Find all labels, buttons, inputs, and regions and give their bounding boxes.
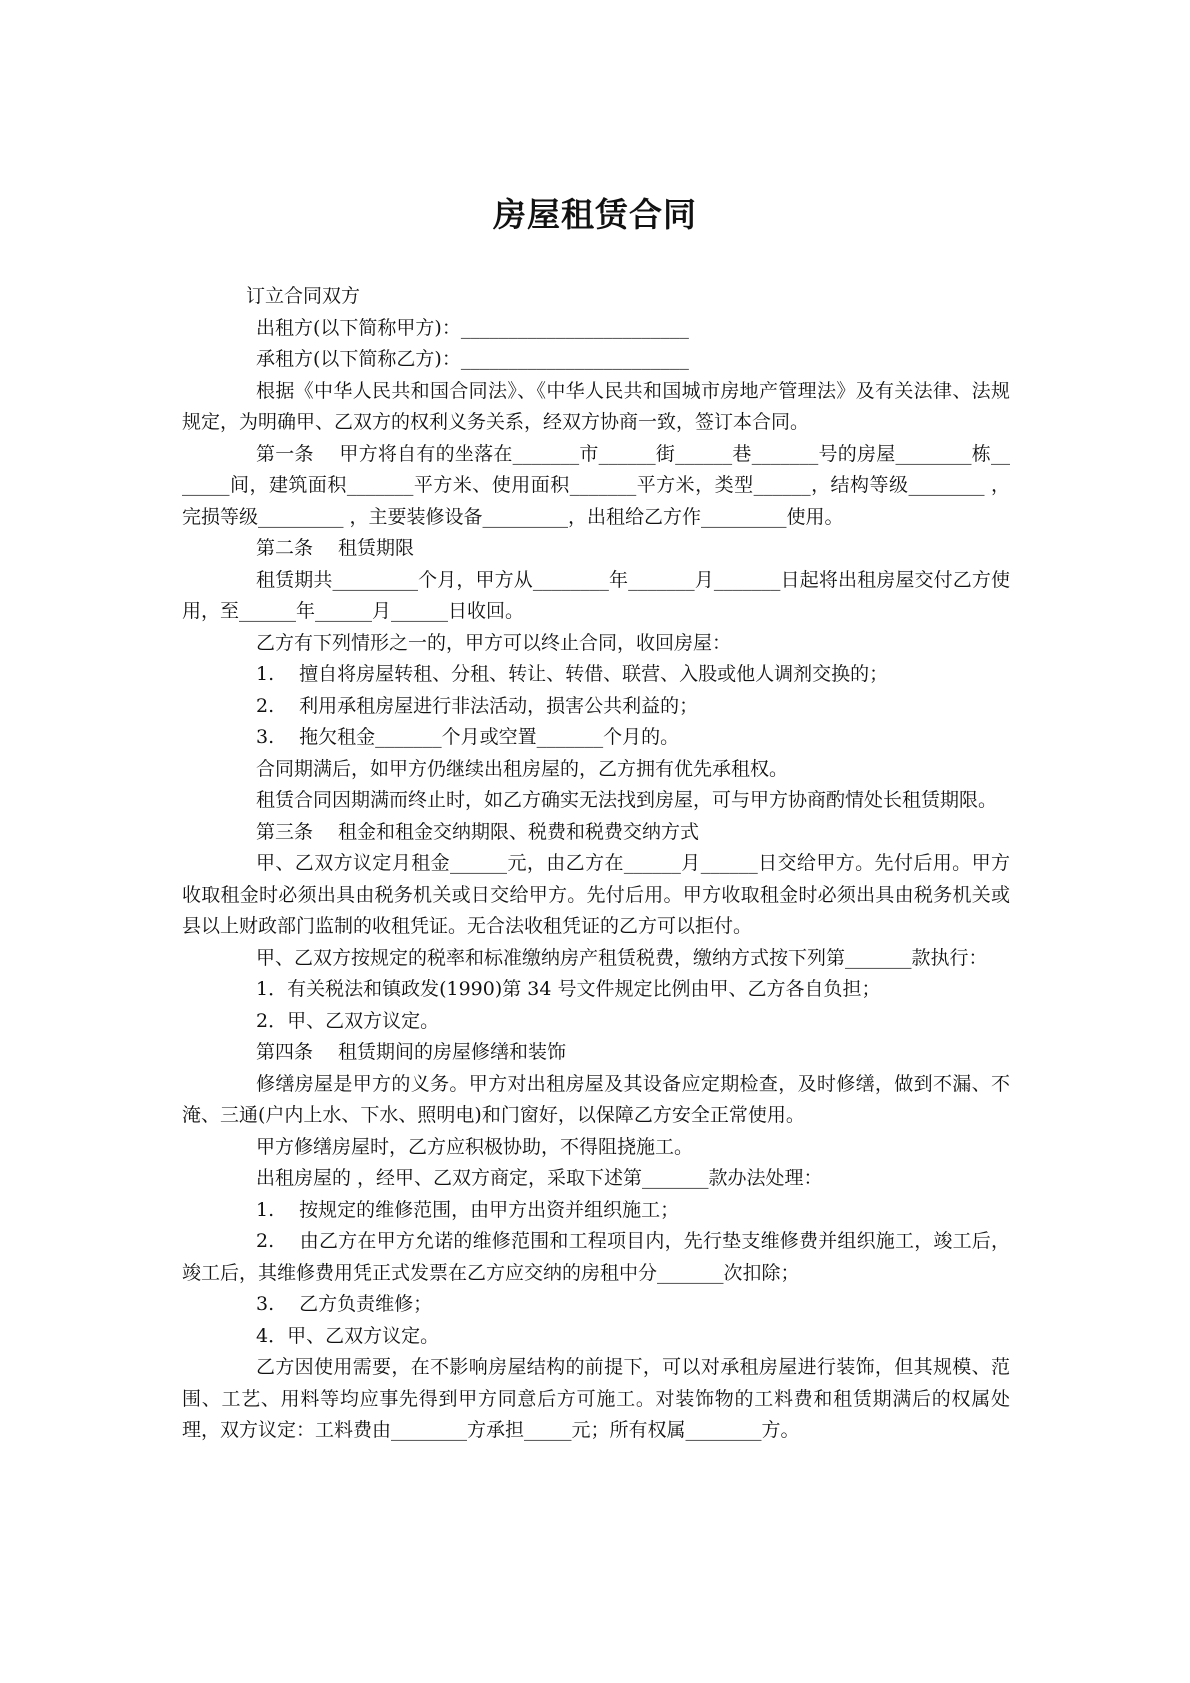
paragraph-legal-basis: 根据《中华人民共和国合同法》、《中华人民共和国城市房地产管理法》及有关法律、法规规定，为明确甲、乙双方的权利义务关系，经双方协商一致，签订本合同。 [182, 379, 1010, 433]
paragraph-renewal-priority: 合同期满后，如甲方仍继续出租房屋的，乙方拥有优先承租权。 [256, 757, 789, 780]
contract-body [182, 281, 1010, 1447]
paragraph-repair-cooperation: 甲方修缮房屋时，乙方应积极协助，不得阻挠施工。 [256, 1135, 694, 1158]
paragraph-repair-item-3: 3. 乙方负责维修； [256, 1293, 433, 1315]
document-title: 房屋租赁合同 [493, 195, 697, 234]
paragraph-repair-method: 出租房屋的 ，经甲、乙双方商定，采取下述第_______款办法处理： [256, 1167, 823, 1189]
paragraph-parties-heading: 订立合同双方 [246, 285, 361, 307]
paragraph-lessee: 承租方(以下简称乙方)：________________________ [256, 348, 689, 370]
paragraph-tax-item-1: 1．有关税法和镇政发(1990)第 34 号文件规定比例由甲、乙方各自负担； [256, 978, 881, 1000]
paragraph-article-3-heading: 第三条 租金和租金交纳期限、税费和税费交纳方式 [256, 820, 700, 843]
paragraph-repair-item-1: 1. 按规定的维修范围，由甲方出资并组织施工； [256, 1198, 680, 1221]
paragraph-tax-item-2: 2．甲、乙双方议定。 [256, 1009, 440, 1032]
paragraph-extension: 租赁合同因期满而终止时，如乙方确实无法找到房屋，可与甲方协商酌情处长租赁期限。 [256, 789, 998, 811]
paragraph-termination-intro: 乙方有下列情形之一的，甲方可以终止合同，收回房屋： [256, 631, 732, 654]
paragraph-repair-item-2: 2. 由乙方在甲方允诺的维修范围和工程项目内，先行垫支维修费并组织施工，竣工后，竣工后，其维修费用凭正式发票在乙方应交纳的房租中分_______次扣除； [182, 1230, 1010, 1284]
paragraph-article-1: 第一条 甲方将自有的坐落在_______市______街______巷_______号的房屋________栋_______间，建筑面积_______平方米、使用面积_______平方米，类型______，结构等级________ ，完损等级_________ ，主要装修设备_________，出租给乙方作_________使用。 [182, 442, 1010, 528]
paragraph-termination-item-2: 2. 利用承租房屋进行非法活动，损害公共利益的； [256, 694, 699, 717]
paragraph-article-2-heading: 第二条 租赁期限 [256, 537, 415, 559]
paragraph-rent-payment: 甲、乙双方议定月租金______元，由乙方在______月______日交给甲方。先付后用。甲方收取租金时必须出具由税务机关或日交给甲方。先付后用。甲方收取租金时必须出具由税务机关或县以上财政部门监制的收租凭证。无合法收租凭证的乙方可以拒付。 [182, 852, 1010, 937]
paragraph-repair-duty: 修缮房屋是甲方的义务。甲方对出租房屋及其设备应定期检查，及时修缮，做到不漏、不淹、三通(户内上水、下水、照明电)和门窗好，以保障乙方安全正常使用。 [182, 1072, 1010, 1126]
paragraph-tax-payment: 甲、乙双方按规定的税率和标准缴纳房产租赁税费，缴纳方式按下列第_______款执行： [256, 946, 988, 969]
paragraph-termination-item-1: 1. 擅自将房屋转租、分租、转让、转借、联营、入股或他人调剂交换的； [256, 663, 889, 685]
paragraph-lessor: 出租方(以下简称甲方)：________________________ [256, 316, 689, 339]
paragraph-article-4-heading: 第四条 租赁期间的房屋修缮和装饰 [256, 1041, 567, 1063]
paragraph-repair-item-4: 4．甲、乙双方议定。 [256, 1324, 440, 1347]
paragraph-termination-item-3: 3. 拖欠租金_______个月或空置_______个月的。 [256, 726, 680, 748]
paragraph-decoration: 乙方因使用需要，在不影响房屋结构的前提下，可以对承租房屋进行装饰，但其规模、范围、工艺、用料等均应事先得到甲方同意后方可施工。对装饰物的工料费和租赁期满后的权属处理，双方议定：工料费由________方承担_____元；所有权属________方。 [182, 1356, 1010, 1441]
paragraph-lease-term: 租赁期共_________个月，甲方从________年_______月_______日起将出租房屋交付乙方使用，至______年______月______日收回。 [182, 568, 1010, 622]
